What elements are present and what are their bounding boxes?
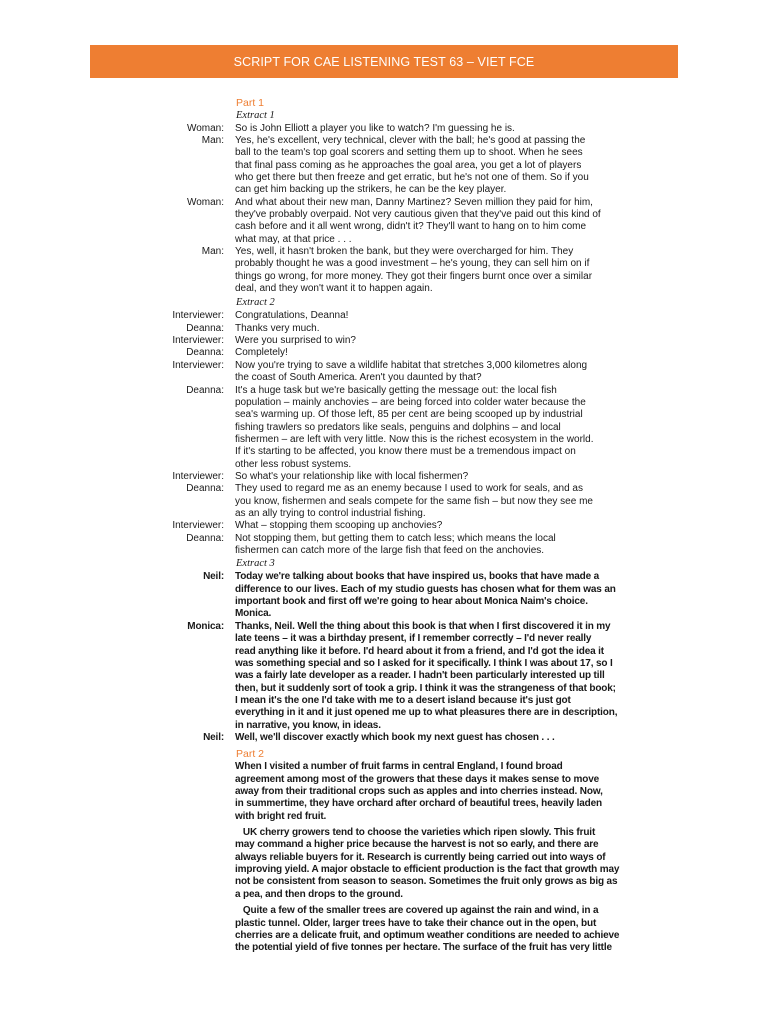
- dialogue-line: What – stopping them scooping up anchovies?: [235, 520, 443, 532]
- paragraph-line: may command a higher price because the harvest is not so early, and there are: [235, 839, 599, 851]
- dialogue-line: as an ally trying to control industrial fishing.: [235, 508, 426, 519]
- dialogue-line: Yes, well, it hasn't broken the bank, but they were overcharged for him. They: [235, 246, 574, 257]
- dialogue-line: other less robust systems.: [235, 458, 352, 470]
- paragraph-line: the potential yield of five tonnes per hectare. The surface of the fruit has very little: [235, 942, 612, 954]
- dialogue-line: Completely!: [235, 347, 288, 359]
- dialogue-line: then, but it suddenly sort of took a grip. I think it was the strangeness of that book;: [235, 682, 616, 694]
- dialogue-line: was something special and so I asked for it specifically. I think I was about 17, so I: [235, 657, 613, 669]
- dialogue-line: fishermen – are left with very little. Now this is the richest ecosystem in the world.: [235, 433, 594, 445]
- dialogue-line: If it's starting to be affected, you know there must be a tremendous impact on: [235, 446, 576, 458]
- dialogue-line: Well, we'll discover exactly which book my next guest has chosen . . .: [235, 731, 555, 743]
- speaker-label: Deanna:: [186, 384, 224, 396]
- dialogue-line: They used to regard me as an enemy because I used to work for seals, and as: [235, 483, 583, 495]
- paragraph-line: UK cherry growers tend to choose the varieties which ripen slowly. This fruit: [235, 827, 596, 839]
- dialogue-line: was a fairly late developer as a reader. I hadn't been particularly interested up till: [235, 670, 605, 682]
- dialogue-line: Today we're talking about books that have inspired us, books that have made a: [235, 571, 600, 583]
- document-header-banner: [90, 45, 678, 78]
- extract1-title: Extract 1: [236, 109, 275, 121]
- dialogue-line: everything in it and it just opened me up to what pleasures there are in description,: [235, 707, 618, 719]
- dialogue-line: the coast of South America. Aren't you daunted by that?: [235, 372, 482, 384]
- part1-heading: Part 1: [236, 97, 265, 109]
- paragraph-line: a pea, and then drops to the ground.: [235, 888, 403, 900]
- paragraph-line: not be consistent from season to season. Sometimes the fruit only grows as big as: [235, 876, 618, 888]
- dialogue-line: Not stopping them, but getting them to catch less; which means the local: [235, 532, 556, 544]
- dialogue-line: It's a huge task but we're basically getting the message out: the local fish: [235, 384, 557, 396]
- speaker-label: Interviewer:: [172, 520, 224, 532]
- paragraph-line: away from their traditional crops such as apples and into cherries instead. Now,: [235, 786, 603, 797]
- paragraph-line: with bright red fruit.: [235, 810, 327, 822]
- paragraph-line: always reliable buyers for it. Research is currently being carried out into ways of: [235, 851, 606, 863]
- dialogue-line: difference to our lives. Each of my studio guests has chosen what for them was an: [235, 583, 616, 595]
- extract3-title: Extract 3: [236, 558, 275, 570]
- dialogue-line: Congratulations, Deanna!: [235, 310, 349, 322]
- speaker-label: Interviewer:: [172, 310, 224, 322]
- dialogue-line: can get him backing up the strikers, he can be the key player.: [235, 184, 507, 196]
- dialogue-line: And what about their new man, Danny Martinez? Seven million they paid for him,: [235, 196, 593, 208]
- speaker-label: Interviewer:: [172, 359, 224, 371]
- paragraph-line: improving yield. A major obstacle to efficient production is the fact that growth may: [235, 864, 620, 876]
- dialogue-line: Now you're trying to save a wildlife habitat that stretches 3,000 kilometres along: [235, 359, 588, 371]
- dialogue-line: Yes, he's excellent, very technical, clever with the ball; he's good at passing the: [235, 134, 586, 146]
- speaker-label: Deanna:: [186, 322, 224, 334]
- dialogue-line: things go wrong, for more money. They got their fingers burnt once over a similar: [235, 270, 593, 282]
- dialogue-line: what may, at that price . . .: [235, 233, 352, 245]
- dialogue-line: Were you surprised to win?: [235, 335, 356, 347]
- dialogue-line: you know, fishermen and seals compete for the same fish – but now they see me: [235, 495, 593, 507]
- dialogue-line: ball to the team's top goal scorers and setting them up to shoot. When he sees: [235, 147, 583, 159]
- dialogue-line: probably thought he was a good investment – he's young, they can sell him on if: [235, 258, 590, 270]
- paragraph-line: plastic tunnel. Older, larger trees have to take their chance out in the open, but: [235, 917, 597, 929]
- dialogue-line: So what's your relationship like with local fishermen?: [235, 470, 469, 482]
- part2-heading: Part 2: [236, 748, 265, 761]
- dialogue-line: they've probably overpaid. Not very cautious given that they've paid out this kind of: [235, 208, 601, 220]
- speaker-label: Man:: [201, 134, 224, 146]
- dialogue-line: sea's warming up. Of those left, 85 per cent are being scooped up by industrial: [235, 409, 583, 421]
- speaker-label: Deanna:: [186, 483, 224, 495]
- dialogue-line: deal, and they won't want it to happen again.: [235, 283, 433, 295]
- dialogue-line: Thanks very much.: [235, 322, 320, 334]
- speaker-label: Interviewer:: [172, 470, 224, 482]
- speaker-label: Neil:: [203, 571, 224, 583]
- dialogue-line: So is John Elliott a player you like to watch? I'm guessing he is.: [235, 122, 515, 134]
- speaker-label: Woman:: [186, 196, 224, 208]
- dialogue-line: that final pass coming as he approaches the goal area, you get a lot of players: [235, 159, 582, 171]
- dialogue-line: important book and first off we're going to hear about Monica Naim's choice.: [235, 596, 588, 608]
- speaker-label: Deanna:: [186, 347, 224, 359]
- dialogue-line: cash before and it all went wrong, didn't it? They'll want to hang on to him come: [235, 221, 587, 233]
- dialogue-line: read anything like it before. I'd heard about it from a friend, and I'd got the idea it: [235, 645, 604, 657]
- speaker-label: Woman:: [186, 122, 224, 134]
- dialogue-line: Thanks, Neil. Well the thing about this book is that when I first discovered it in my: [235, 620, 611, 632]
- paragraph-line: in summertime, they have orchard after orchard of beautiful trees, heavily laden: [235, 798, 603, 810]
- dialogue-line: fishing trawlers so predators like seals, penguins and dolphins – and local: [235, 421, 561, 433]
- dialogue-line: I mean it's the one I'd take with me to a desert island because it's just got: [235, 694, 571, 706]
- dialogue-line: late teens – it was a birthday present, if I remember correctly – I'd never really: [235, 633, 592, 645]
- speaker-label: Monica:: [187, 620, 224, 632]
- paragraph-line: cherries are a delicate fruit, and optimum weather conditions are needed to achieve: [235, 929, 620, 941]
- dialogue-line: who get there but then freeze and get erratic, but he's not one of them. So if you: [235, 171, 589, 183]
- paragraph-line: agreement among most of the growers that these days it makes sense to move: [235, 773, 600, 785]
- speaker-label: Neil:: [203, 731, 224, 743]
- document-title: SCRIPT FOR CAE LISTENING TEST 63 – VIET FCE: [233, 54, 535, 69]
- dialogue-line: in narrative, you know, in ideas.: [235, 719, 381, 731]
- dialogue-line: Monica.: [235, 608, 272, 620]
- extract2-title: Extract 2: [236, 297, 275, 309]
- speaker-label: Deanna:: [186, 532, 224, 544]
- dialogue-line: fishermen can catch more of the large fish that feed on the anchovies.: [235, 545, 545, 557]
- dialogue-line: population – mainly anchovies – are being forced into colder water because the: [235, 396, 586, 408]
- speaker-label: Man:: [201, 246, 224, 257]
- paragraph-line: Quite a few of the smaller trees are covered up against the rain and wind, in a: [235, 905, 599, 917]
- speaker-label: Interviewer:: [172, 335, 224, 347]
- paragraph-line: When I visited a number of fruit farms in central England, I found broad: [235, 761, 563, 773]
